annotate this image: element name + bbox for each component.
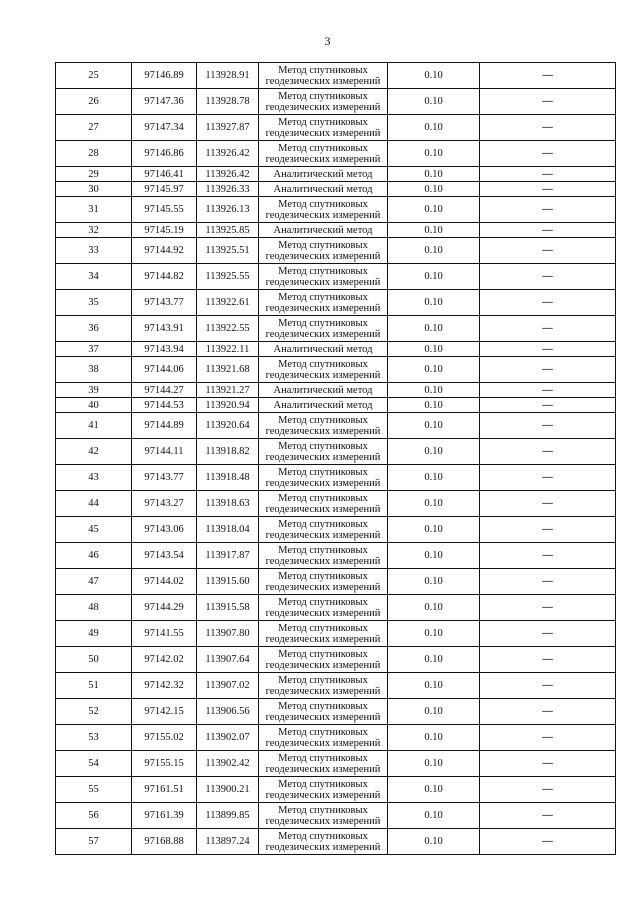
y-coordinate-cell: 113921.68 — [197, 357, 259, 383]
x-coordinate-cell: 97142.32 — [132, 673, 197, 699]
y-coordinate-cell: 113922.61 — [197, 290, 259, 316]
y-coordinate-cell: 113926.33 — [197, 182, 259, 197]
description-cell: — — [480, 777, 616, 803]
y-coordinate-cell: 113915.60 — [197, 569, 259, 595]
accuracy-cell: 0.10 — [388, 725, 480, 751]
description-cell: — — [480, 197, 616, 223]
description-cell: — — [480, 673, 616, 699]
point-number-cell: 56 — [56, 803, 132, 829]
method-cell: Аналитический метод — [259, 167, 388, 182]
point-number-cell: 26 — [56, 89, 132, 115]
description-cell: — — [480, 223, 616, 238]
point-number-cell: 43 — [56, 465, 132, 491]
table-row — [56, 777, 616, 803]
x-coordinate-cell: 97155.15 — [132, 751, 197, 777]
x-coordinate-cell: 97144.89 — [132, 413, 197, 439]
x-coordinate-cell: 97144.27 — [132, 383, 197, 398]
point-number-cell: 38 — [56, 357, 132, 383]
y-coordinate-cell: 113915.58 — [197, 595, 259, 621]
description-cell: — — [480, 89, 616, 115]
point-number-cell: 27 — [56, 115, 132, 141]
method-cell: Метод спутниковых геодезических измерений — [259, 264, 388, 290]
accuracy-cell: 0.10 — [388, 63, 480, 89]
table-row — [56, 491, 616, 517]
accuracy-cell: 0.10 — [388, 357, 480, 383]
table-row — [56, 89, 616, 115]
description-cell: — — [480, 357, 616, 383]
y-coordinate-cell: 113897.24 — [197, 829, 259, 855]
method-cell: Метод спутниковых геодезических измерений — [259, 829, 388, 855]
point-number-cell: 44 — [56, 491, 132, 517]
x-coordinate-cell: 97143.27 — [132, 491, 197, 517]
y-coordinate-cell: 113900.21 — [197, 777, 259, 803]
point-number-cell: 42 — [56, 439, 132, 465]
point-number-cell: 29 — [56, 167, 132, 182]
table-row — [56, 413, 616, 439]
x-coordinate-cell: 97145.55 — [132, 197, 197, 223]
description-cell: — — [480, 264, 616, 290]
description-cell: — — [480, 517, 616, 543]
x-coordinate-cell: 97144.02 — [132, 569, 197, 595]
description-cell: — — [480, 647, 616, 673]
x-coordinate-cell: 97146.89 — [132, 63, 197, 89]
method-cell: Метод спутниковых геодезических измерений — [259, 357, 388, 383]
method-cell: Метод спутниковых геодезических измерений — [259, 89, 388, 115]
description-cell: — — [480, 182, 616, 197]
coordinates-table — [55, 62, 616, 855]
table-row — [56, 803, 616, 829]
x-coordinate-cell: 97146.41 — [132, 167, 197, 182]
x-coordinate-cell: 97143.91 — [132, 316, 197, 342]
method-cell: Метод спутниковых геодезических измерений — [259, 751, 388, 777]
y-coordinate-cell: 113926.13 — [197, 197, 259, 223]
x-coordinate-cell: 97161.39 — [132, 803, 197, 829]
accuracy-cell: 0.10 — [388, 517, 480, 543]
accuracy-cell: 0.10 — [388, 699, 480, 725]
description-cell: — — [480, 595, 616, 621]
table-row — [56, 223, 616, 238]
x-coordinate-cell: 97161.51 — [132, 777, 197, 803]
y-coordinate-cell: 113899.85 — [197, 803, 259, 829]
x-coordinate-cell: 97142.15 — [132, 699, 197, 725]
description-cell: — — [480, 751, 616, 777]
description-cell: — — [480, 725, 616, 751]
description-cell: — — [480, 439, 616, 465]
y-coordinate-cell: 113926.42 — [197, 141, 259, 167]
table-row — [56, 595, 616, 621]
table-row — [56, 316, 616, 342]
y-coordinate-cell: 113907.80 — [197, 621, 259, 647]
table-row — [56, 439, 616, 465]
table-row — [56, 465, 616, 491]
y-coordinate-cell: 113918.82 — [197, 439, 259, 465]
description-cell: — — [480, 383, 616, 398]
x-coordinate-cell: 97144.29 — [132, 595, 197, 621]
accuracy-cell: 0.10 — [388, 398, 480, 413]
y-coordinate-cell: 113922.11 — [197, 342, 259, 357]
method-cell: Метод спутниковых геодезических измерений — [259, 439, 388, 465]
accuracy-cell: 0.10 — [388, 491, 480, 517]
method-cell: Метод спутниковых геодезических измерений — [259, 290, 388, 316]
point-number-cell: 50 — [56, 647, 132, 673]
page-number: 3 — [324, 34, 331, 48]
accuracy-cell: 0.10 — [388, 543, 480, 569]
description-cell: — — [480, 699, 616, 725]
accuracy-cell: 0.10 — [388, 383, 480, 398]
method-cell: Метод спутниковых геодезических измерений — [259, 141, 388, 167]
method-cell: Метод спутниковых геодезических измерений — [259, 413, 388, 439]
y-coordinate-cell: 113925.51 — [197, 238, 259, 264]
point-number-cell: 57 — [56, 829, 132, 855]
y-coordinate-cell: 113917.87 — [197, 543, 259, 569]
table-row — [56, 357, 616, 383]
point-number-cell: 47 — [56, 569, 132, 595]
description-cell: — — [480, 803, 616, 829]
accuracy-cell: 0.10 — [388, 751, 480, 777]
table-row — [56, 290, 616, 316]
method-cell: Метод спутниковых геодезических измерений — [259, 63, 388, 89]
table-row — [56, 699, 616, 725]
description-cell: — — [480, 238, 616, 264]
method-cell: Метод спутниковых геодезических измерений — [259, 517, 388, 543]
point-number-cell: 37 — [56, 342, 132, 357]
table-row — [56, 543, 616, 569]
table-row — [56, 829, 616, 855]
description-cell: — — [480, 115, 616, 141]
x-coordinate-cell: 97145.97 — [132, 182, 197, 197]
x-coordinate-cell: 97144.92 — [132, 238, 197, 264]
method-cell: Метод спутниковых геодезических измерений — [259, 115, 388, 141]
point-number-cell: 39 — [56, 383, 132, 398]
method-cell: Аналитический метод — [259, 182, 388, 197]
accuracy-cell: 0.10 — [388, 413, 480, 439]
table-row — [56, 238, 616, 264]
description-cell: — — [480, 316, 616, 342]
point-number-cell: 31 — [56, 197, 132, 223]
method-cell: Метод спутниковых геодезических измерений — [259, 197, 388, 223]
x-coordinate-cell: 97145.19 — [132, 223, 197, 238]
method-cell: Метод спутниковых геодезических измерений — [259, 699, 388, 725]
table-row — [56, 725, 616, 751]
point-number-cell: 55 — [56, 777, 132, 803]
table-row — [56, 751, 616, 777]
description-cell: — — [480, 141, 616, 167]
x-coordinate-cell: 97168.88 — [132, 829, 197, 855]
method-cell: Метод спутниковых геодезических измерений — [259, 803, 388, 829]
description-cell: — — [480, 621, 616, 647]
table-row — [56, 621, 616, 647]
accuracy-cell: 0.10 — [388, 223, 480, 238]
description-cell: — — [480, 167, 616, 182]
accuracy-cell: 0.10 — [388, 264, 480, 290]
accuracy-cell: 0.10 — [388, 342, 480, 357]
y-coordinate-cell: 113918.04 — [197, 517, 259, 543]
y-coordinate-cell: 113902.07 — [197, 725, 259, 751]
x-coordinate-cell: 97144.82 — [132, 264, 197, 290]
accuracy-cell: 0.10 — [388, 803, 480, 829]
accuracy-cell: 0.10 — [388, 829, 480, 855]
method-cell: Метод спутниковых геодезических измерений — [259, 647, 388, 673]
y-coordinate-cell: 113907.02 — [197, 673, 259, 699]
description-cell: — — [480, 829, 616, 855]
point-number-cell: 52 — [56, 699, 132, 725]
y-coordinate-cell: 113925.85 — [197, 223, 259, 238]
table-row — [56, 647, 616, 673]
accuracy-cell: 0.10 — [388, 89, 480, 115]
x-coordinate-cell: 97142.02 — [132, 647, 197, 673]
table-row — [56, 673, 616, 699]
description-cell: — — [480, 290, 616, 316]
table-row — [56, 115, 616, 141]
accuracy-cell: 0.10 — [388, 238, 480, 264]
x-coordinate-cell: 97144.06 — [132, 357, 197, 383]
accuracy-cell: 0.10 — [388, 167, 480, 182]
y-coordinate-cell: 113922.55 — [197, 316, 259, 342]
accuracy-cell: 0.10 — [388, 316, 480, 342]
method-cell: Метод спутниковых геодезических измерений — [259, 465, 388, 491]
table-row — [56, 342, 616, 357]
table-row — [56, 197, 616, 223]
point-number-cell: 28 — [56, 141, 132, 167]
accuracy-cell: 0.10 — [388, 182, 480, 197]
table-row — [56, 141, 616, 167]
method-cell: Метод спутниковых геодезических измерений — [259, 673, 388, 699]
point-number-cell: 36 — [56, 316, 132, 342]
table-row — [56, 398, 616, 413]
x-coordinate-cell: 97143.06 — [132, 517, 197, 543]
accuracy-cell: 0.10 — [388, 647, 480, 673]
point-number-cell: 30 — [56, 182, 132, 197]
point-number-cell: 41 — [56, 413, 132, 439]
y-coordinate-cell: 113921.27 — [197, 383, 259, 398]
description-cell: — — [480, 63, 616, 89]
point-number-cell: 34 — [56, 264, 132, 290]
table-row — [56, 569, 616, 595]
point-number-cell: 40 — [56, 398, 132, 413]
y-coordinate-cell: 113902.42 — [197, 751, 259, 777]
x-coordinate-cell: 97147.36 — [132, 89, 197, 115]
accuracy-cell: 0.10 — [388, 439, 480, 465]
table-row — [56, 63, 616, 89]
table-row — [56, 264, 616, 290]
accuracy-cell: 0.10 — [388, 290, 480, 316]
point-number-cell: 51 — [56, 673, 132, 699]
method-cell: Метод спутниковых геодезических измерений — [259, 316, 388, 342]
accuracy-cell: 0.10 — [388, 465, 480, 491]
point-number-cell: 45 — [56, 517, 132, 543]
method-cell: Метод спутниковых геодезических измерений — [259, 238, 388, 264]
method-cell: Метод спутниковых геодезических измерений — [259, 491, 388, 517]
x-coordinate-cell: 97143.94 — [132, 342, 197, 357]
x-coordinate-cell: 97143.77 — [132, 290, 197, 316]
description-cell: — — [480, 569, 616, 595]
y-coordinate-cell: 113926.42 — [197, 167, 259, 182]
x-coordinate-cell: 97144.53 — [132, 398, 197, 413]
method-cell: Метод спутниковых геодезических измерений — [259, 595, 388, 621]
point-number-cell: 53 — [56, 725, 132, 751]
table-row — [56, 167, 616, 182]
method-cell: Аналитический метод — [259, 223, 388, 238]
y-coordinate-cell: 113928.91 — [197, 63, 259, 89]
point-number-cell: 25 — [56, 63, 132, 89]
accuracy-cell: 0.10 — [388, 569, 480, 595]
x-coordinate-cell: 97147.34 — [132, 115, 197, 141]
point-number-cell: 48 — [56, 595, 132, 621]
method-cell: Метод спутниковых геодезических измерений — [259, 621, 388, 647]
point-number-cell: 49 — [56, 621, 132, 647]
table-row — [56, 182, 616, 197]
y-coordinate-cell: 113907.64 — [197, 647, 259, 673]
y-coordinate-cell: 113918.48 — [197, 465, 259, 491]
method-cell: Аналитический метод — [259, 398, 388, 413]
y-coordinate-cell: 113906.56 — [197, 699, 259, 725]
point-number-cell: 35 — [56, 290, 132, 316]
description-cell: — — [480, 491, 616, 517]
method-cell: Метод спутниковых геодезических измерений — [259, 543, 388, 569]
method-cell: Метод спутниковых геодезических измерений — [259, 777, 388, 803]
y-coordinate-cell: 113927.87 — [197, 115, 259, 141]
description-cell: — — [480, 342, 616, 357]
method-cell: Аналитический метод — [259, 383, 388, 398]
method-cell: Аналитический метод — [259, 342, 388, 357]
y-coordinate-cell: 113920.64 — [197, 413, 259, 439]
x-coordinate-cell: 97143.77 — [132, 465, 197, 491]
y-coordinate-cell: 113928.78 — [197, 89, 259, 115]
method-cell: Метод спутниковых геодезических измерений — [259, 725, 388, 751]
accuracy-cell: 0.10 — [388, 673, 480, 699]
accuracy-cell: 0.10 — [388, 115, 480, 141]
point-number-cell: 32 — [56, 223, 132, 238]
x-coordinate-cell: 97146.86 — [132, 141, 197, 167]
x-coordinate-cell: 97143.54 — [132, 543, 197, 569]
table-body — [56, 63, 616, 855]
accuracy-cell: 0.10 — [388, 621, 480, 647]
y-coordinate-cell: 113918.63 — [197, 491, 259, 517]
y-coordinate-cell: 113925.55 — [197, 264, 259, 290]
point-number-cell: 46 — [56, 543, 132, 569]
x-coordinate-cell: 97155.02 — [132, 725, 197, 751]
x-coordinate-cell: 97141.55 — [132, 621, 197, 647]
accuracy-cell: 0.10 — [388, 141, 480, 167]
table-row — [56, 383, 616, 398]
x-coordinate-cell: 97144.11 — [132, 439, 197, 465]
accuracy-cell: 0.10 — [388, 777, 480, 803]
point-number-cell: 54 — [56, 751, 132, 777]
method-cell: Метод спутниковых геодезических измерений — [259, 569, 388, 595]
description-cell: — — [480, 398, 616, 413]
accuracy-cell: 0.10 — [388, 595, 480, 621]
description-cell: — — [480, 543, 616, 569]
point-number-cell: 33 — [56, 238, 132, 264]
accuracy-cell: 0.10 — [388, 197, 480, 223]
y-coordinate-cell: 113920.94 — [197, 398, 259, 413]
table-row — [56, 517, 616, 543]
description-cell: — — [480, 413, 616, 439]
description-cell: — — [480, 465, 616, 491]
